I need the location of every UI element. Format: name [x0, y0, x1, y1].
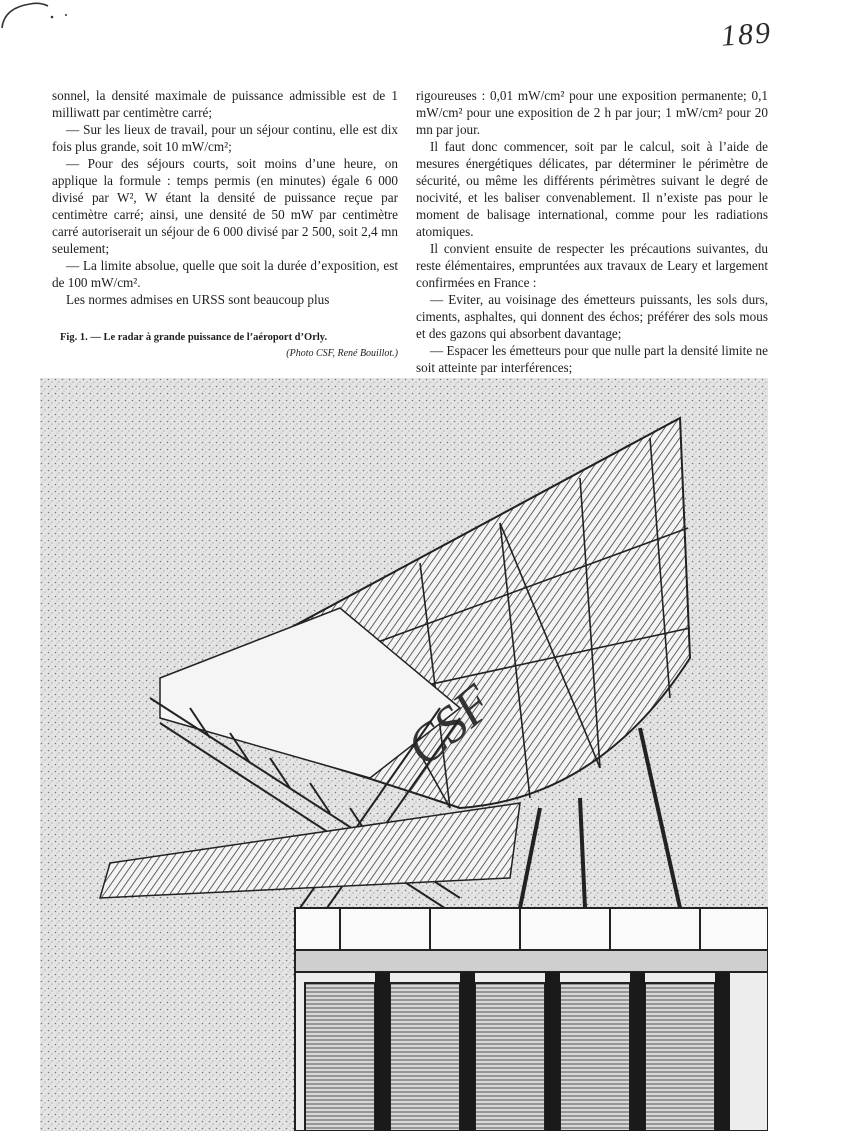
figure-caption-title: Fig. 1. — Le radar à grande puissance de l’aéroport d’Orly. — [60, 332, 328, 343]
paragraph: Les normes admises en URSS sont beaucoup plus — [66, 292, 330, 307]
radar-photograph — [40, 378, 768, 1131]
paragraph: — La limite absolue, quelle que soit la durée d’exposition, est de 100 mW/cm². — [52, 258, 398, 290]
csf-logo: CSF — [396, 674, 504, 778]
page-number: 189 — [719, 16, 774, 53]
paragraph: — Espacer les émetteurs pour que nulle part la densité limite ne soit atteinte par interférences; — [416, 343, 768, 375]
paragraph: sonnel, la densité maximale de puissance admissible est de 1 milliwatt par centimètre carré; — [52, 88, 398, 120]
paragraph: — Sur les lieux de travail, pour un séjour continu, elle est dix fois plus grande, soit 10 mW/cm²; — [52, 122, 398, 154]
paragraph: Il convient ensuite de respecter les précautions suivantes, du reste élémentaires, empruntées aux travaux de Leary et largement confirmées en France : — [416, 241, 768, 290]
paragraph: — Pour des séjours courts, soit moins d’une heure, on applique la formule : temps permis (en minutes) égale 6 000 divisé par W², W étant la densité de puissance reçue par centimètre carré; ainsi, une densité de 50 mW par centimètre carré autoriserait un séjour de 6 000 divisé par 2 500, soit 2,4 mn seulement; — [52, 156, 398, 256]
page-corner-mark — [0, 0, 70, 30]
paragraph: Il faut donc commencer, soit par le calcul, soit à l’aide de mesures énergétiques délicates, par déterminer le périmètre de sécurité, ou même les différents périmètres suivant le degré de nocivité, et les baliser convenablement. Il n’existe pas pour le moment de balisage international, comme pour les radiations atomiques. — [416, 139, 768, 239]
text-column-left — [52, 87, 398, 308]
figure-caption — [60, 330, 398, 362]
paragraph: rigoureuses : 0,01 mW/cm² pour une exposition permanente; 0,1 mW/cm² pour une exposition de 2 h par jour; 1 mW/cm² pour 20 mn par jour. — [416, 88, 768, 137]
figure-caption-credit: (Photo CSF, René Bouillot.) — [286, 348, 398, 359]
paragraph: — Eviter, au voisinage des émetteurs puissants, les sols durs, ciments, asphaltes, qui donnent des échos; préférer des sols mous et des gazons qui absorbent davantage; — [416, 292, 768, 341]
text-column-right — [416, 87, 768, 376]
